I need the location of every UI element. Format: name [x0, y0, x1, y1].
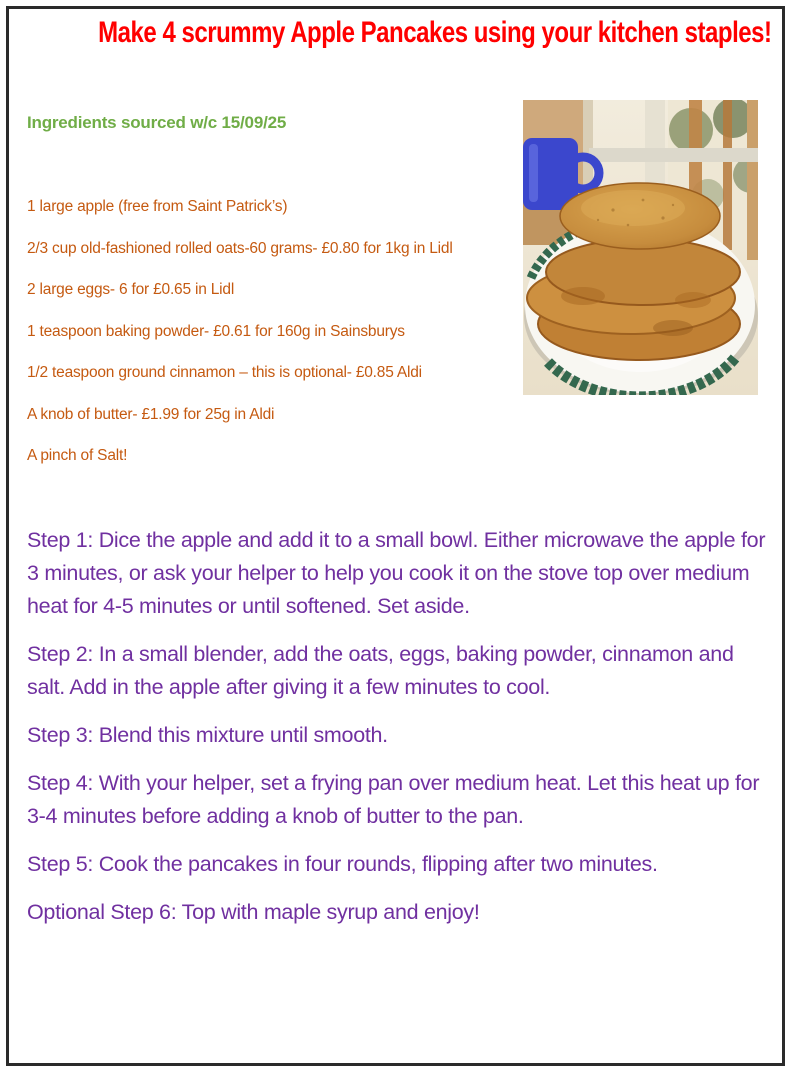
ingredient-item-6: A knob of butter- £1.99 for 25g in Aldi: [27, 405, 275, 423]
ingredient-item-2: 2/3 cup old-fashioned rolled oats-60 grams- £0.80 for 1kg in Lidl: [27, 239, 453, 257]
step-item-6: Optional Step 6: Top with maple syrup and enjoy!: [27, 900, 480, 924]
step-item-1: Step 1: Dice the apple and add it to a small bowl. Either microwave the apple for 3 minutes, or ask your helper to help you cook it on the stove top over medium heat for 4-5 minutes or until softened. Set aside.: [27, 528, 766, 618]
ingredient-item-5: 1/2 teaspoon ground cinnamon – this is optional- £0.85 Aldi: [27, 364, 422, 381]
step-item-4: Step 4: With your helper, set a frying pan over medium heat. Let this heat up for 3-4 minutes before adding a knob of butter to the pan.: [27, 771, 760, 828]
ingredient-item-3: 2 large eggs- 6 for £0.65 in Lidl: [27, 281, 235, 298]
ingredient-item-1: 1 large apple (free from Saint Patrick’s): [27, 198, 288, 215]
pancakes-photo: [523, 100, 758, 395]
pancakes-photo-illustration: [523, 100, 758, 395]
step-item-5: Step 5: Cook the pancakes in four rounds, flipping after two minutes.: [27, 852, 658, 876]
ingredient-item-7: A pinch of Salt!: [27, 447, 128, 464]
page-title-text: Make 4 scrummy Apple Pancakes using your kitchen staples!: [98, 16, 772, 49]
ingredients-sourced-heading: Ingredients sourced w/c 15/09/25: [27, 113, 287, 132]
ingredients-list: [27, 186, 527, 477]
page-title: [14, 16, 777, 50]
step-item-3: Step 3: Blend this mixture until smooth.: [27, 723, 388, 747]
step-item-2: Step 2: In a small blender, add the oats, eggs, baking powder, cinnamon and salt. Add in the apple after giving it a few minutes to cool.: [27, 642, 734, 699]
ingredient-item-4: 1 teaspoon baking powder- £0.61 for 160g in Sainsburys: [27, 322, 405, 340]
steps-list: [27, 524, 775, 944]
